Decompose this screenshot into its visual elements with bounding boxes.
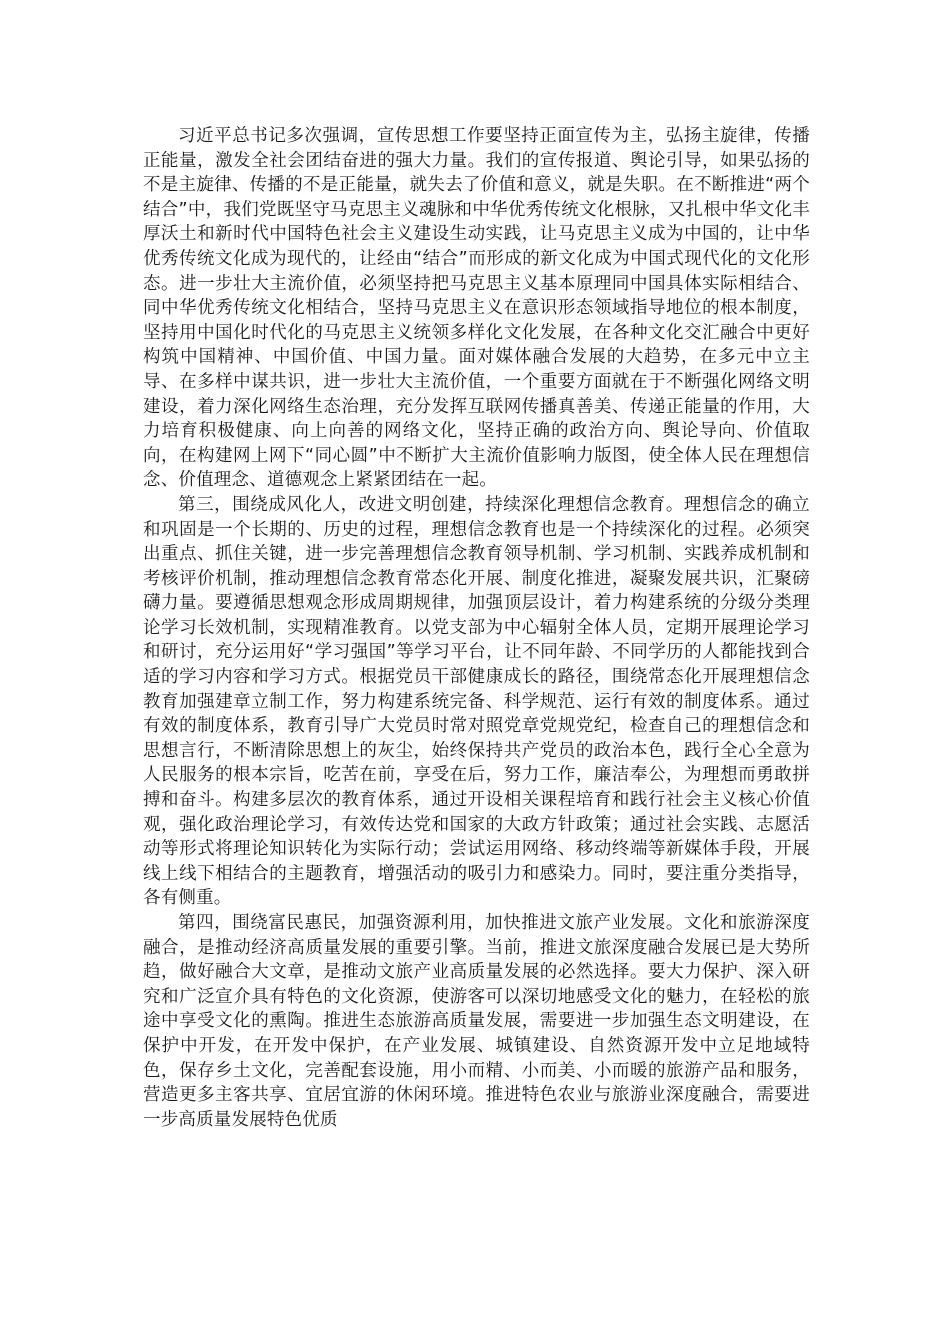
paragraph-fourth-culture-tourism: 第四，围绕富民惠民，加强资源利用，加快推进文旅产业发展。文化和旅游深度融合，是推动经济高质量发展的重要引擎。当前，推进文旅深度融合发展已是大势所趋，做好融合大文章，是推动文旅产业高质量发展的必然选择。要大力保护、深入研究和广泛宣介具有特色的文化资源，使游客可以深切地感受文化的魅力，在轻松的旅途中享受文化的熏陶。推进生态旅游高质量发展，需要进一步加强生态文明建设，在保护中开发，在开发中保护，在产业发展、城镇建设、自然资源开发中立足地域特色，保存乡土文化，完善配套设施，用小而精、小而美、小而暖的旅游产品和服务，营造更多主客共享、宜居宜游的休闲环境。推进特色农业与旅游业深度融合，需要进一步高质量发展特色优质 bbox=[143, 913, 810, 1130]
paragraph-propaganda: 习近平总书记多次强调，宣传思想工作要坚持正面宣传为主，弘扬主旋律，传播正能量，激发全社会团结奋进的强大力量。我们的宣传报道、舆论引导，如果弘扬的不是主旋律、传播的不是正能量，就失去了价值和意义，就是失职。在不断推进“两个结合”中，我们党既坚守马克思主义魂脉和中华优秀传统文化根脉，又扎根中华文化丰厚沃土和新时代中国特色社会主义建设生动实践，让马克思主义成为中国的，让中华优秀传统文化成为现代的，让经由“结合”而形成的新文化成为中国式现代化的文化形态。进一步壮大主流价值，必须坚持把马克思主义基本原理同中国具体实际相结合、同中华优秀传统文化相结合，坚持马克思主义在意识形态领域指导地位的根本制度，坚持用中国化时代化的马克思主义统领多样化文化发展，在各种文化交汇融合中更好构筑中国精神、中国价值、中国力量。面对媒体融合发展的大趋势，在多元中立主导、在多样中谋共识，进一步壮大主流价值，一个重要方面就在于不断强化网络文明建设，着力深化网络生态治理，充分发挥互联网传播真善美、传递正能量的作用，大力培育积极健康、向上向善的网络文化，坚持正确的政治方向、舆论导向、价值取向，在构建网上网下“同心圆”中不断扩大主流价值影响力版图，使全体人民在理想信念、价值理念、道德观念上紧紧团结在一起。 bbox=[143, 126, 810, 491]
paragraph-third-ideals-education: 第三，围绕成风化人，改进文明创建，持续深化理想信念教育。理想信念的确立和巩固是一个长期的、历史的过程，理想信念教育也是一个持续深化的过程。必须突出重点、抓住关键，进一步完善理想信念教育领导机制、学习机制、实践养成机制和考核评价机制，推动理想信念教育常态化开展、制度化推进，凝聚发展共识，汇聚磅礴力量。要遵循思想观念形成周期规律，加强顶层设计，着力构建系统的分级分类理论学习长效机制，实现精准教育。以党支部为中心辐射全体人员，定期开展理论学习和研讨，充分运用好“学习强国”等学习平台，让不同年龄、不同学历的人都能找到合适的学习内容和学习方式。根据党员干部健康成长的路径，围绕常态化开展理想信念教育加强建章立制工作，努力构建系统完备、科学规范、运行有效的制度体系。通过有效的制度体系，教育引导广大党员时常对照党章党规党纪，检查自己的理想信念和思想言行，不断清除思想上的灰尘，始终保持共产党员的政治本色，践行全心全意为人民服务的根本宗旨，吃苦在前，享受在后，努力工作，廉洁奉公，为理想而勇敢拼搏和奋斗。构建多层次的教育体系，通过开设相关课程培育和践行社会主义核心价值观，强化政治理论学习，有效传达党和国家的大政方针政策；通过社会实践、志愿活动等形式将理论知识转化为实际行动；尝试运用网络、移动终端等新媒体手段，开展线上线下相结合的主题教育，增强活动的吸引力和感染力。同时，要注重分类指导，各有侧重。 bbox=[143, 494, 810, 909]
document-page bbox=[143, 124, 810, 1132]
